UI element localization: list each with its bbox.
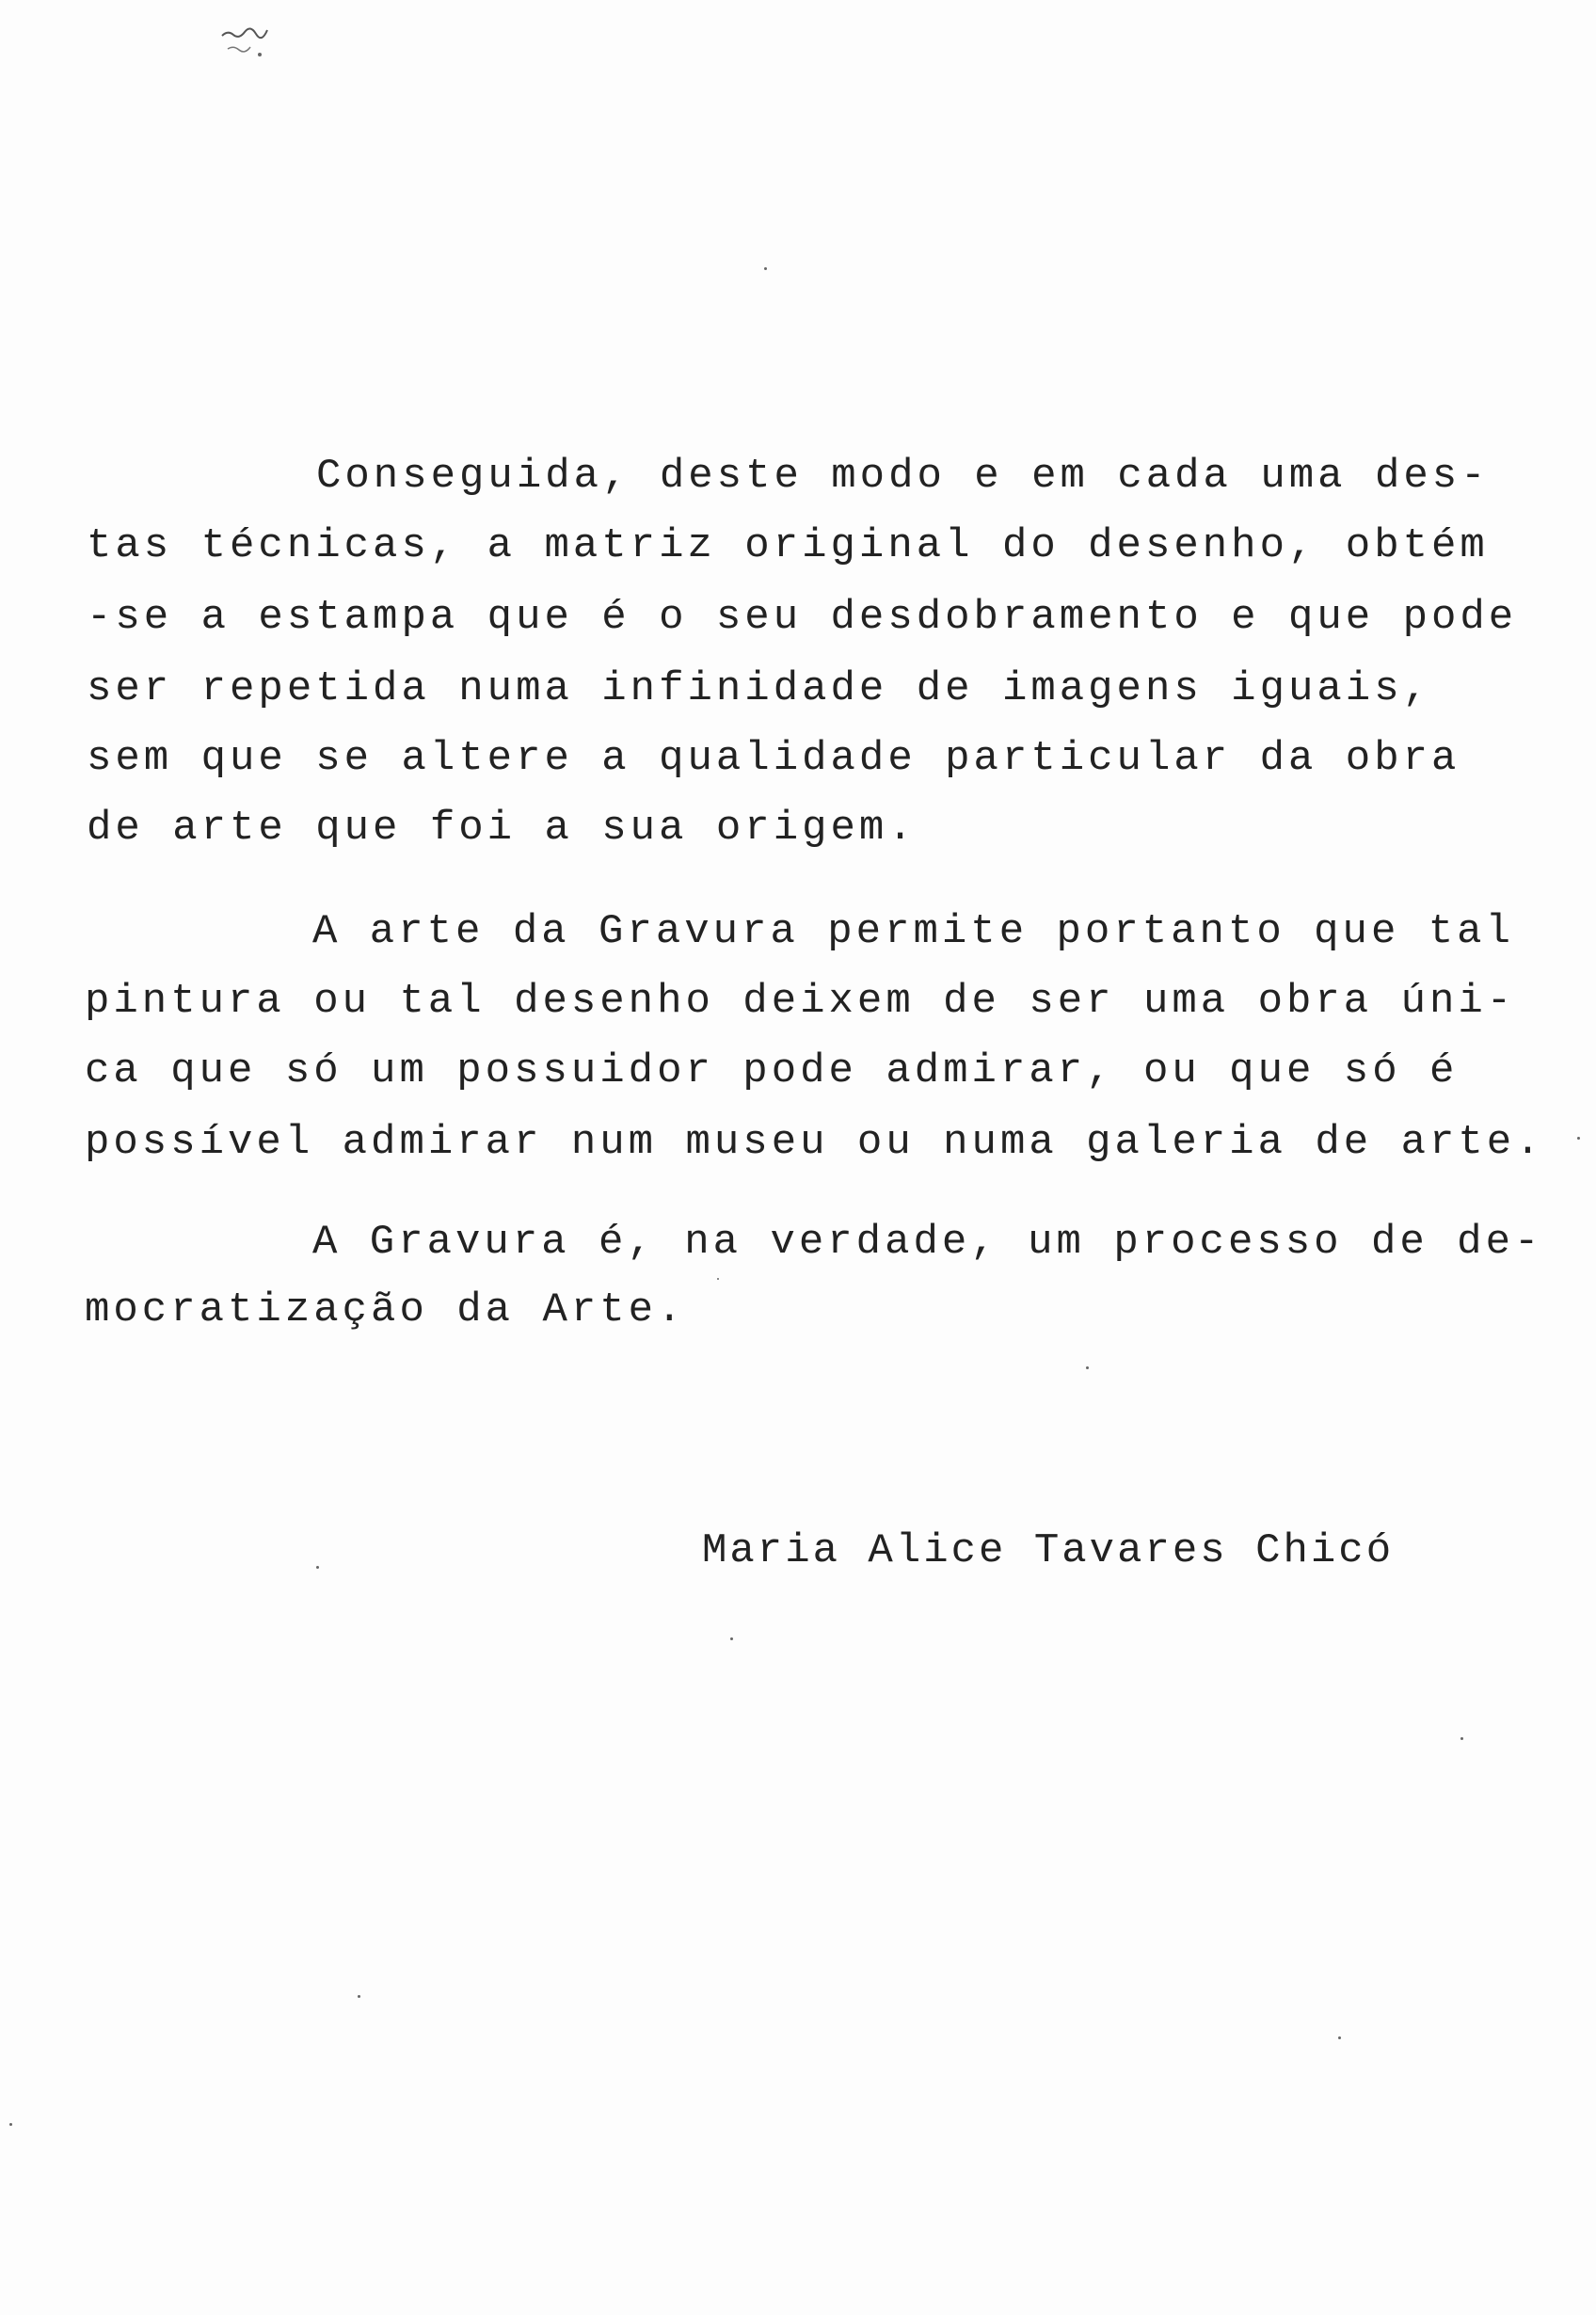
scan-speck: [764, 267, 767, 270]
scan-speck: [1577, 1137, 1580, 1140]
scan-speck: [316, 1566, 319, 1569]
paragraph-1-line-5: sem que se altere a qualidade particular da obra: [87, 735, 1460, 782]
scan-speck: [9, 2123, 12, 2126]
scan-speck: [717, 1278, 719, 1280]
paragraph-1-line-6: de arte que foi a sua origem.: [87, 805, 917, 852]
paragraph-1-line-4: ser repetida numa infinidade de imagens iguais,: [87, 665, 1432, 712]
scan-speck: [1086, 1366, 1089, 1369]
scan-speck: [730, 1637, 733, 1640]
paragraph-2-line-3: ca que só um possuidor pode admirar, ou que só é: [85, 1047, 1459, 1094]
paragraph-3-line-2: mocratização da Arte.: [85, 1286, 686, 1333]
paragraph-1-line-1: Conseguida, deste modo e em cada uma des-: [316, 453, 1490, 500]
author-signature: Maria Alice Tavares Chicó: [702, 1527, 1395, 1574]
paragraph-1-line-2: tas técnicas, a matriz original do desenho, obtém: [87, 522, 1489, 569]
scan-speck: [358, 1995, 360, 1998]
scan-speck: [1460, 1737, 1463, 1740]
corner-scribble-mark: [218, 19, 275, 75]
paragraph-1-line-3: -se a estampa que é o seu desdobramento e que pode: [87, 594, 1518, 641]
paragraph-2-line-1: A arte da Gravura permite portanto que tal: [312, 908, 1514, 955]
paragraph-2-line-4: possível admirar num museu ou numa galeria de arte.: [85, 1119, 1544, 1166]
paragraph-3-line-1: A Gravura é, na verdade, um processo de de-: [312, 1219, 1543, 1266]
scan-speck: [1338, 2036, 1341, 2039]
paragraph-2-line-2: pintura ou tal desenho deixem de ser uma obra úni-: [85, 978, 1516, 1025]
